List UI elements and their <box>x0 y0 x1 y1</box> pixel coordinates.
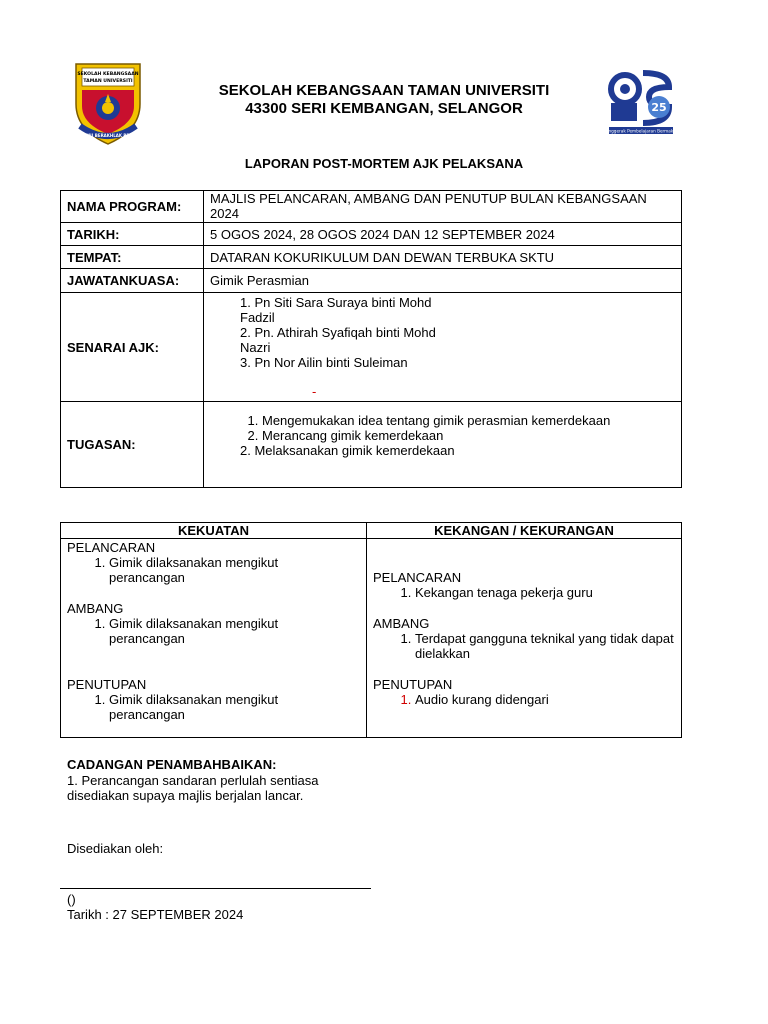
svg-text:Penggerak Pembelajaran Bermakn: Penggerak Pembelajaran Bermakna <box>607 128 675 134</box>
kekangan-header: KEKANGAN / KEKURANGAN <box>367 523 682 539</box>
jawatankuasa-label: JAWATANKUASA: <box>61 269 204 293</box>
nama-program-value: MAJLIS PELANCARAN, AMBANG DAN PENUTUP BULAN KEBANGSAAN 2024 <box>204 191 682 223</box>
cadangan-title: CADANGAN PENAMBAHBAIKAN: <box>67 757 277 772</box>
tugasan-label: TUGASAN: <box>61 402 204 488</box>
tugasan-item-1: 1. Mengemukakan idea tentang gimik perasmian kemerdekaan <box>262 413 675 428</box>
row-tempat <box>61 246 682 269</box>
kekuatan-penutupan-item: 1. Gimik dilaksanakan mengikut perancangan <box>109 692 309 722</box>
analysis-body-row <box>61 539 682 738</box>
tarikh-label: TARIKH: <box>61 223 204 246</box>
svg-text:TAMAN UNIVERSITI: TAMAN UNIVERSITI <box>83 79 133 84</box>
cadangan-text: 1. Perancangan sandaran perlulah sentiasa disediakan supaya majlis berjalan lancar. <box>67 773 319 803</box>
kekangan-cell <box>367 539 682 738</box>
kekangan-pelancaran-item: 1. Kekangan tenaga pekerja guru <box>415 585 675 600</box>
ajk-line-1: 1. Pn Siti Sara Suraya binti Mohd <box>240 295 432 310</box>
row-tugasan <box>61 402 682 488</box>
svg-text:SEKOLAH KEBANGSAAN: SEKOLAH KEBANGSAAN <box>77 72 139 77</box>
row-senarai-ajk <box>61 293 682 402</box>
kekuatan-cell <box>61 539 367 738</box>
preparer-name: () <box>67 892 76 907</box>
kekuatan-pelancaran-item: 1. Gimik dilaksanakan mengikut perancangan <box>109 555 309 585</box>
school-name: SEKOLAH KEBANGSAAN TAMAN UNIVERSITI <box>218 82 550 99</box>
school-address: 43300 SERI KEMBANGAN, SELANGOR <box>245 100 523 117</box>
ajk-line-2: Fadzil <box>240 310 275 325</box>
kekangan-penutupan-item: 1. Audio kurang didengari <box>415 692 675 707</box>
kekangan-ambang-heading: AMBANG <box>373 616 430 631</box>
tugasan-item-3: 2. Melaksanakan gimik kemerdekaan <box>240 443 455 458</box>
nama-program-label: NAMA PROGRAM: <box>61 191 204 223</box>
svg-text:BERILMU BERAKHLAK BERJASA: BERILMU BERAKHLAK BERJASA <box>74 133 142 138</box>
kekuatan-ambang-heading: AMBANG <box>67 601 124 616</box>
kekangan-penutupan-heading: PENUTUPAN <box>373 677 453 692</box>
tugasan-item-2: 2. Merancang gimik kemerdekaan <box>262 428 675 443</box>
signature-line <box>60 888 371 889</box>
kekangan-pelancaran-heading: PELANCARAN <box>373 570 462 585</box>
row-jawatankuasa <box>61 269 682 293</box>
kekuatan-ambang-item: 1. Gimik dilaksanakan mengikut perancangan <box>109 616 309 646</box>
svg-text:25: 25 <box>651 101 667 114</box>
ajk-line-5: 3. Pn Nor Ailin binti Suleiman <box>240 355 408 370</box>
analysis-header-row <box>61 523 682 539</box>
tempat-value: DATARAN KOKURIKULUM DAN DEWAN TERBUKA SKTU <box>204 246 682 269</box>
row-nama-program <box>61 191 682 223</box>
senarai-ajk-list <box>204 293 682 402</box>
report-date: Tarikh : 27 SEPTEMBER 2024 <box>67 907 244 922</box>
row-tarikh <box>61 223 682 246</box>
senarai-ajk-label: SENARAI AJK: <box>61 293 204 402</box>
prepared-by-label: Disediakan oleh: <box>67 841 164 856</box>
kekangan-ambang-item: 1. Terdapat gangguna teknikal yang tidak dapat dielakkan <box>415 631 675 661</box>
ajk-line-3: 2. Pn. Athirah Syafiqah binti Mohd <box>240 325 436 340</box>
kekuatan-penutupan-heading: PENUTUPAN <box>67 677 147 692</box>
kekuatan-pelancaran-heading: PELANCARAN <box>67 540 156 555</box>
jawatankuasa-value: Gimik Perasmian <box>204 269 682 293</box>
tempat-label: TEMPAT: <box>61 246 204 269</box>
program-logo <box>607 67 675 135</box>
tugasan-list <box>204 402 682 488</box>
kekuatan-header: KEKUATAN <box>61 523 367 539</box>
ajk-line-4: Nazri <box>240 340 271 355</box>
program-info-table <box>60 190 682 488</box>
analysis-table <box>60 522 682 738</box>
report-title: LAPORAN POST-MORTEM AJK PELAKSANA <box>244 156 524 171</box>
red-dash-mark: - <box>312 384 317 399</box>
tarikh-value: 5 OGOS 2024, 28 OGOS 2024 DAN 12 SEPTEMBER 2024 <box>204 223 682 246</box>
